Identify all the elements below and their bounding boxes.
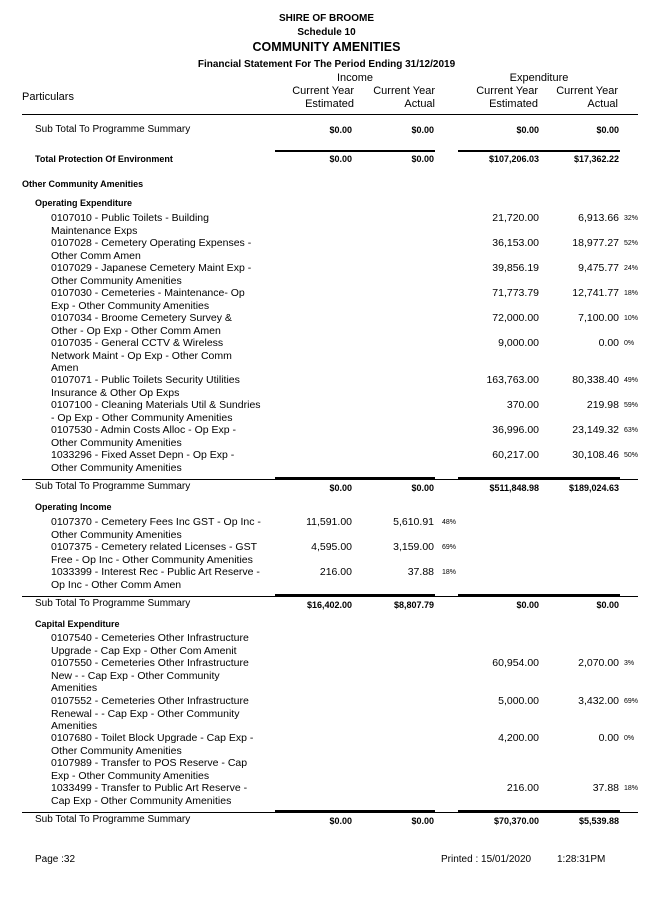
row-percent: 32% [624, 215, 639, 222]
row-percent: 63% [624, 427, 639, 434]
row-estimated: 36,153.00 [492, 237, 539, 249]
expenditure-estimated-header: Current Year Estimated [476, 85, 538, 110]
capex-title: Capital Expenditure [35, 619, 120, 629]
row-actual: 219.98 [586, 399, 619, 411]
row-description: 1033499 - Transfer to Public Art Reserve - Cap Exp - Other Community Amenities [51, 782, 248, 807]
opinc-subtotal-label: Sub Total To Programme Summary [35, 598, 191, 609]
row-description: 0107030 - Cemeteries - Maintenance- Op Exp - Other Community Amenities [51, 287, 245, 312]
row-description: 0107034 - Broome Cemetery Survey & Other - Op Exp - Other Comm Amen [51, 312, 232, 337]
row-estimated: 9,000.00 [498, 337, 539, 349]
opex-subtotal-rule [22, 479, 638, 480]
org-name: SHIRE OF BROOME [278, 13, 374, 24]
row-percent: 0% [624, 340, 635, 347]
row-description: 0107100 - Cleaning Materials Util & Sundries - Op Exp - Other Community Amenities [51, 399, 261, 424]
capex-subtotal-exp-act: $5,539.88 [578, 816, 619, 826]
total-rule-income [275, 150, 435, 152]
row-percent: 52% [624, 240, 639, 247]
row-actual: 6,913.66 [578, 212, 619, 224]
total-inc-est: $0.00 [329, 154, 352, 164]
page-title: COMMUNITY AMENITIES [252, 40, 401, 54]
opex-subtotal-exp-est: $511,848.98 [489, 483, 539, 493]
row-actual: 18,977.27 [572, 237, 619, 249]
page-subtitle: Financial Statement For The Period Ending 31/12/2019 [197, 59, 456, 70]
row-description: 0107680 - Toilet Block Upgrade - Cap Exp - Other Community Amenities [51, 732, 254, 757]
row-percent: 18% [624, 785, 639, 792]
row-percent: 49% [624, 377, 639, 384]
row-actual: 23,149.32 [572, 424, 619, 436]
row-description: 0107035 - General CCTV & Wireless Network Maint - Op Exp - Other Comm Amen [51, 337, 232, 375]
row-description: 0107029 - Japanese Cemetery Maint Exp - Other Community Amenities [51, 262, 252, 287]
capex-subtotal-rule-income [275, 810, 435, 812]
section-title: Other Community Amenities [22, 179, 144, 189]
opinc-subtotal-inc-act: $8,807.79 [393, 600, 434, 610]
opex-subtotal-rule-income [275, 477, 435, 479]
row-percent: 0% [624, 735, 635, 742]
opinc-subtotal-exp-est: $0.00 [516, 600, 539, 610]
opinc-title: Operating Income [35, 502, 112, 512]
row-percent: 50% [624, 452, 639, 459]
capex-subtotal-label: Sub Total To Programme Summary [35, 814, 191, 825]
row-percent: 48% [442, 519, 457, 526]
expenditure-header: Expenditure [509, 72, 569, 84]
top-subtotal-inc-est: $0.00 [329, 125, 352, 135]
row-actual: 0.00 [598, 732, 619, 744]
opex-subtotal-rule-expenditure [458, 477, 620, 479]
row-estimated: 11,591.00 [306, 516, 352, 528]
top-subtotal-exp-act: $0.00 [596, 125, 619, 135]
total-label: Total Protection Of Environment [35, 154, 173, 164]
row-percent: 59% [624, 402, 639, 409]
row-description: 0107530 - Admin Costs Alloc - Op Exp - Other Community Amenities [51, 424, 237, 449]
row-percent: 3% [624, 660, 635, 667]
printed-date: Printed : 15/01/2020 [441, 854, 532, 865]
page-number: Page :32 [35, 854, 76, 865]
opinc-subtotal-rule-income [275, 594, 435, 596]
row-estimated: 21,720.00 [492, 212, 539, 224]
row-description: 1033296 - Fixed Asset Depn - Op Exp - Other Community Amenities [51, 449, 235, 474]
row-actual: 37.88 [407, 566, 434, 578]
income-actual-header: Current Year Actual [373, 85, 435, 110]
income-estimated-header: Current Year Estimated [292, 85, 354, 110]
capex-subtotal-rule-expenditure [458, 810, 620, 812]
opex-title: Operating Expenditure [35, 198, 133, 208]
opinc-subtotal-exp-act: $0.00 [596, 600, 619, 610]
row-percent: 18% [624, 290, 639, 297]
top-subtotal-inc-act: $0.00 [411, 125, 434, 135]
row-description: 0107071 - Public Toilets Security Utilities Insurance & Other Op Exps [51, 374, 240, 399]
opex-subtotal-exp-act: $189,024.63 [568, 483, 619, 493]
row-percent: 24% [624, 265, 639, 272]
row-actual: 5,610.91 [393, 516, 434, 528]
row-description: 0107010 - Public Toilets - Building Maintenance Exps [51, 212, 209, 237]
header-rule [22, 114, 638, 115]
row-actual: 3,159.00 [393, 541, 434, 553]
row-description: 0107989 - Transfer to POS Reserve - Cap Exp - Other Community Amenities [51, 757, 248, 782]
row-estimated: 36,996.00 [492, 424, 539, 436]
capex-subtotal-inc-act: $0.00 [411, 816, 434, 826]
row-estimated: 370.00 [506, 399, 539, 411]
row-estimated: 71,773.79 [492, 287, 539, 299]
row-percent: 18% [442, 569, 457, 576]
opinc-subtotal-inc-est: $16,402.00 [306, 600, 352, 610]
opex-subtotal-inc-act: $0.00 [411, 483, 434, 493]
row-estimated: 5,000.00 [498, 695, 539, 707]
row-description: 0107028 - Cemetery Operating Expenses - Other Comm Amen [51, 237, 252, 262]
row-estimated: 39,856.19 [492, 262, 539, 274]
schedule-number: Schedule 10 [297, 27, 356, 38]
total-inc-act: $0.00 [411, 154, 434, 164]
opinc-subtotal-rule-expenditure [458, 594, 620, 596]
row-actual: 80,338.40 [572, 374, 619, 386]
opex-subtotal-label: Sub Total To Programme Summary [35, 481, 191, 492]
row-description: 0107375 - Cemetery related Licenses - GST Free - Op Inc - Other Community Amenities [51, 541, 257, 566]
row-description: 0107370 - Cemetery Fees Inc GST - Op Inc - Other Community Amenities [51, 516, 261, 541]
row-actual: 37.88 [592, 782, 619, 794]
opex-subtotal-inc-est: $0.00 [329, 483, 352, 493]
row-actual: 7,100.00 [578, 312, 619, 324]
row-estimated: 72,000.00 [492, 312, 539, 324]
expenditure-actual-header: Current Year Actual [556, 85, 618, 110]
row-description: 0107540 - Cemeteries Other Infrastructure Upgrade - Cap Exp - Other Com Amenit [51, 632, 249, 657]
total-rule-expenditure [458, 150, 620, 152]
printed-time: 1:28:31PM [557, 854, 606, 865]
row-actual: 0.00 [598, 337, 619, 349]
capex-subtotal-inc-est: $0.00 [329, 816, 352, 826]
row-percent: 10% [624, 315, 639, 322]
row-estimated: 60,217.00 [492, 449, 539, 461]
row-description: 1033399 - Interest Rec - Public Art Reserve - Op Inc - Other Comm Amen [51, 566, 260, 591]
row-estimated: 4,595.00 [311, 541, 352, 553]
capex-subtotal-rule [22, 812, 638, 813]
capex-subtotal-exp-est: $70,370.00 [493, 816, 539, 826]
row-description: 0107552 - Cemeteries Other Infrastructure Renewal - - Cap Exp - Other Community Amenities [51, 695, 249, 733]
row-actual: 2,070.00 [578, 657, 619, 669]
row-actual: 3,432.00 [578, 695, 619, 707]
total-exp-est: $107,206.03 [488, 154, 539, 164]
row-estimated: 216.00 [319, 566, 352, 578]
row-estimated: 216.00 [506, 782, 539, 794]
top-subtotal-exp-est: $0.00 [516, 125, 539, 135]
income-header: Income [336, 72, 374, 84]
row-percent: 69% [624, 698, 639, 705]
particulars-header: Particulars [22, 91, 74, 103]
opinc-subtotal-rule [22, 596, 638, 597]
total-exp-act: $17,362.22 [573, 154, 619, 164]
row-actual: 30,108.46 [572, 449, 619, 461]
top-subtotal-label: Sub Total To Programme Summary [35, 124, 191, 135]
row-estimated: 60,954.00 [492, 657, 539, 669]
row-actual: 12,741.77 [572, 287, 619, 299]
row-description: 0107550 - Cemeteries Other Infrastructure New - - Cap Exp - Other Community Amenities [51, 657, 249, 695]
row-estimated: 4,200.00 [498, 732, 539, 744]
row-estimated: 163,763.00 [486, 374, 539, 386]
row-actual: 9,475.77 [578, 262, 619, 274]
row-percent: 69% [442, 544, 457, 551]
